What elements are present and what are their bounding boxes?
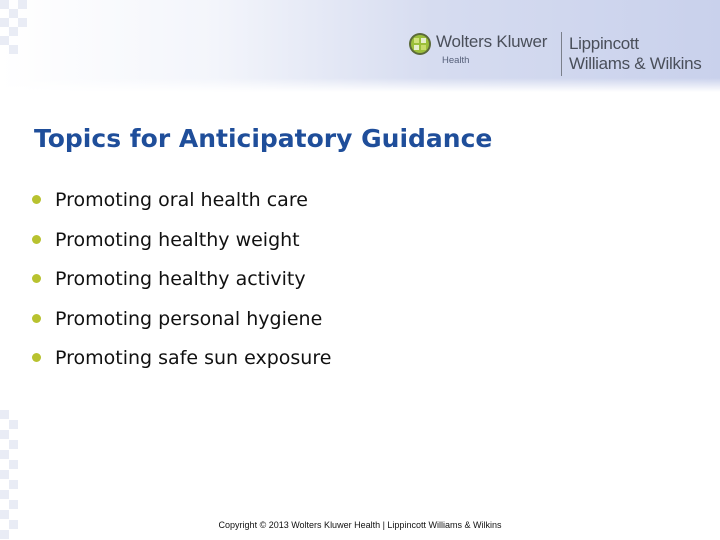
bullet-list	[32, 186, 331, 384]
bullet-text: Promoting oral health care	[55, 189, 308, 211]
bullet-dot-icon	[32, 195, 41, 204]
bullet-item	[32, 344, 331, 384]
slide-title: Topics for Anticipatory Guidance	[34, 124, 493, 153]
bullet-dot-icon	[32, 274, 41, 283]
bullet-text: Promoting healthy activity	[55, 268, 306, 290]
bullet-item	[32, 265, 331, 305]
partner-name-line1: Lippincott	[569, 34, 639, 53]
logo-divider	[561, 32, 562, 76]
brand-sub: Health	[442, 55, 470, 66]
bullet-dot-icon	[32, 353, 41, 362]
bullet-text: Promoting personal hygiene	[55, 307, 323, 330]
bullet-text: Promoting healthy weight	[55, 228, 300, 251]
bullet-item	[32, 186, 331, 226]
bullet-item	[32, 226, 331, 266]
bullet-dot-icon	[32, 235, 41, 244]
bullet-dot-icon	[32, 314, 41, 323]
wolters-kluwer-mark-icon	[408, 32, 432, 56]
partner-name-line2: Williams & Wilkins	[569, 54, 702, 73]
copyright-footer: Copyright © 2013 Wolters Kluwer Health | Lippincott Williams & Wilkins	[218, 520, 502, 530]
bullet-text: Promoting safe sun exposure	[55, 347, 332, 369]
bullet-item	[32, 305, 331, 345]
brand-name: Wolters Kluwer	[436, 32, 548, 51]
